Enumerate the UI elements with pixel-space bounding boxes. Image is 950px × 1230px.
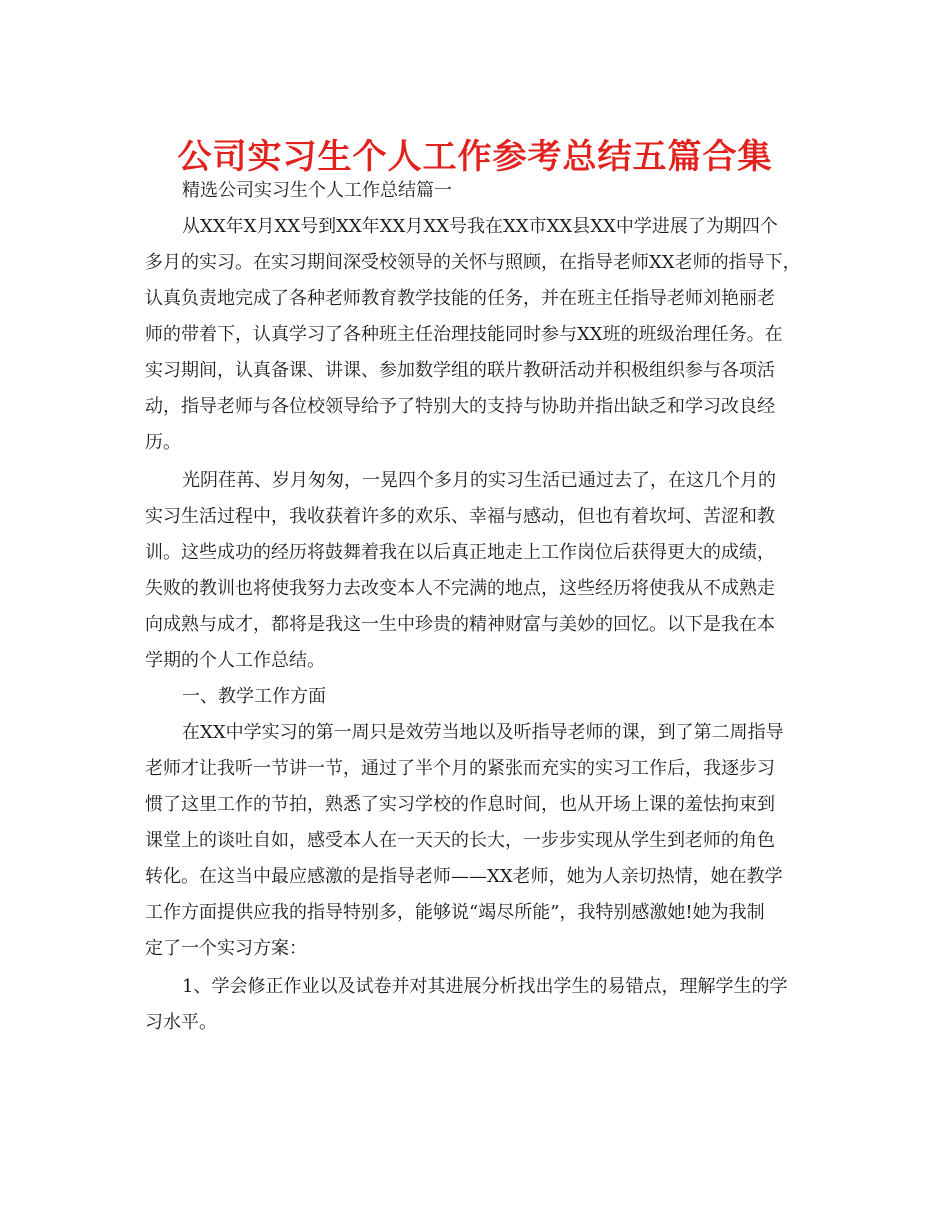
paragraph-line: 学期的个人工作总结。 bbox=[145, 650, 325, 671]
paragraph-line: 光阴荏苒、岁月匆匆，一晃四个多月的实习生活已通过去了，在这几个月的 bbox=[182, 470, 776, 491]
section-heading: 精选公司实习生个人工作总结篇一 bbox=[182, 180, 452, 201]
paragraph-line: 老师才让我听一节讲一节，通过了半个月的紧张而充实的实习工作后，我逐步习 bbox=[145, 758, 775, 779]
paragraph-line: 惯了这里工作的节拍，熟悉了实习学校的作息时间，也从开场上课的羞怯拘束到 bbox=[145, 794, 775, 815]
paragraph-line: 多月的实习。在实习期间深受校领导的关怀与照顾，在指导老师XX老师的指导下， bbox=[145, 252, 801, 273]
paragraph-line: 实习生活过程中，我收获着许多的欢乐、幸福与感动，但也有着坎坷、苦涩和教 bbox=[145, 506, 775, 527]
paragraph-line: 历。 bbox=[145, 432, 181, 453]
paragraph-line: 训。这些成功的经历将鼓舞着我在以后真正地走上工作岗位后获得更大的成绩， bbox=[145, 542, 775, 563]
paragraph-line: 动，指导老师与各位校领导给予了特别大的支持与协助并指出缺乏和学习改良经 bbox=[145, 396, 775, 417]
paragraph-line: 课堂上的谈吐自如，感受本人在一天天的长大，一步步实现从学生到老师的角色 bbox=[145, 830, 775, 851]
paragraph-line: 实习期间，认真备课、讲课、参加数学组的联片教研活动并积极组织参与各项活 bbox=[145, 360, 775, 381]
paragraph-line: 工作方面提供应我的指导特别多，能够说“竭尽所能”，我特别感激她!她为我制 bbox=[145, 902, 765, 923]
paragraph-line: 从XX年X月XX号到XX年XX月XX号我在XX市XX县XX中学进展了为期四个 bbox=[182, 216, 778, 237]
section-heading: 一、教学工作方面 bbox=[182, 686, 326, 707]
paragraph-line: 向成熟与成才，都将是我这一生中珍贵的精神财富与美妙的回忆。以下是我在本 bbox=[145, 614, 775, 635]
paragraph-line: 认真负责地完成了各种老师教育教学技能的任务，并在班主任指导老师刘艳丽老 bbox=[145, 288, 775, 309]
paragraph-line: 失败的教训也将使我努力去改变本人不完满的地点，这些经历将使我从不成熟走 bbox=[145, 578, 775, 599]
paragraph-line: 转化。在这当中最应感激的是指导老师——XX老师，她为人亲切热情，她在教学 bbox=[145, 866, 783, 887]
paragraph-line: 在XX中学实习的第一周只是效劳当地以及听指导老师的课，到了第二周指导 bbox=[182, 722, 784, 743]
list-item-line: 1、学会修正作业以及试卷并对其进展分析找出学生的易错点，理解学生的学 bbox=[182, 976, 788, 997]
paragraph-line: 师的带着下，认真学习了各种班主任治理技能同时参与XX班的班级治理任务。在 bbox=[145, 324, 783, 345]
paragraph-line: 定了一个实习方案： bbox=[145, 938, 307, 959]
document-title: 公司实习生个人工作参考总结五篇合集 bbox=[177, 137, 773, 177]
list-item-line: 习水平。 bbox=[145, 1012, 217, 1033]
